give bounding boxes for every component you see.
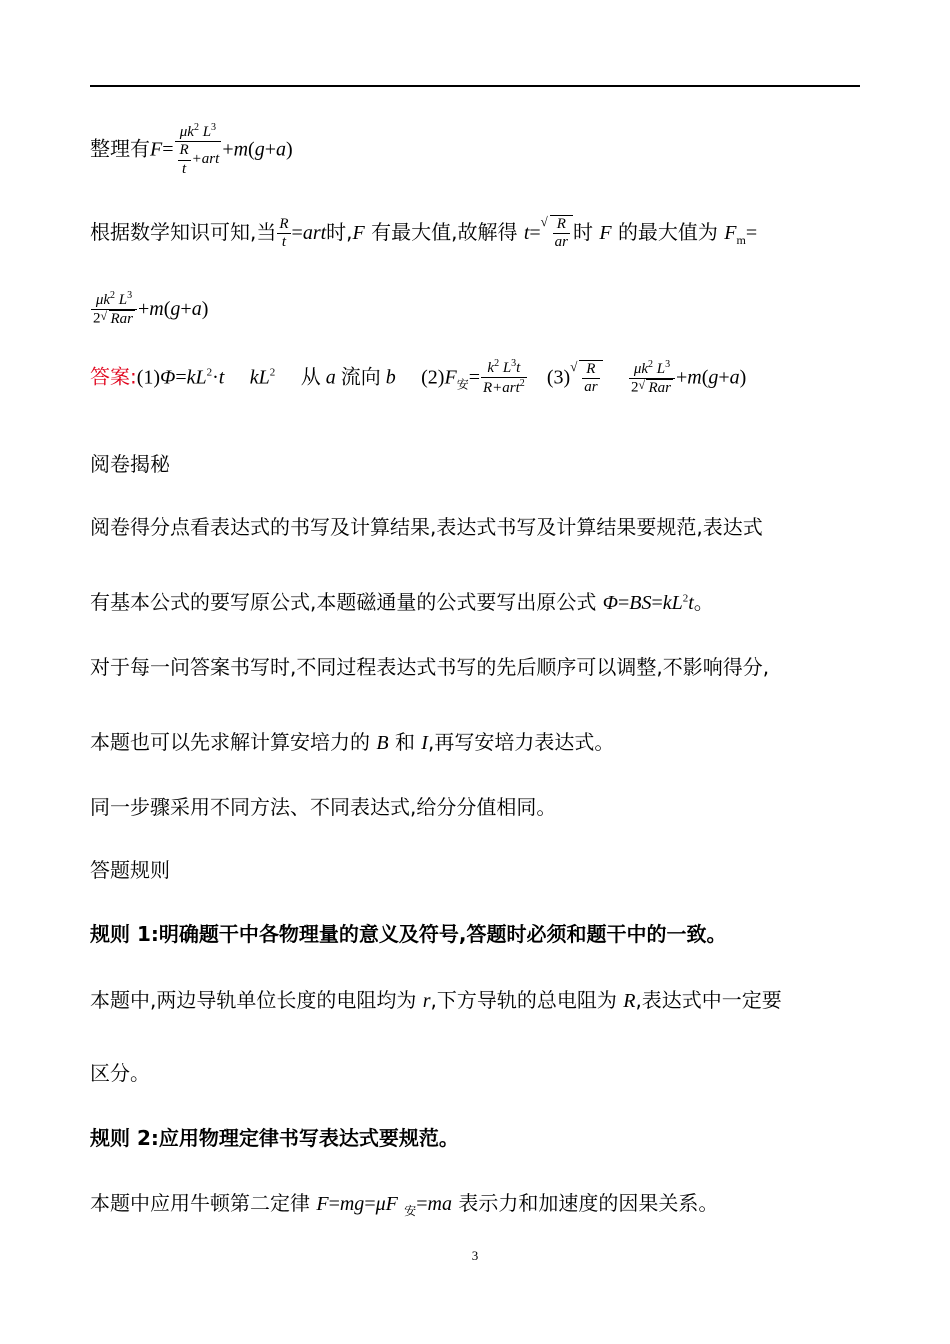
- math-symbol: +: [222, 138, 234, 161]
- answer-label: 答案:: [90, 364, 137, 389]
- math-symbol: =: [162, 138, 174, 161]
- rule-2-title: 规则 2:应用物理定律书写表达式要规范。: [90, 1126, 459, 1150]
- paragraph-text: 时,: [326, 219, 353, 244]
- math-symbol: F: [150, 138, 163, 161]
- fraction: $\frac{k^2 L^3t}{R+art^2}$: [482, 358, 525, 397]
- equation-line-1: 整理有F= $\mu k^2$ $L^3$ $\frac{R}{t}$ +art +m(g+a): [90, 122, 293, 177]
- answer-line: 答案$:(1)\Phi=kL^2\cdot t$ $kL^2$ 从 a 流向 b $(2)F_安=$ $\frac{k^2 L^3t}{R+art^2}$ (3) √ $\frac{R}{ar}$ $\mu k^2$ $L^3$ 2 √ Rar +m(g+a): [90, 358, 747, 397]
- paragraph-text: 表示力和加速度的因果关系。: [458, 1191, 719, 1215]
- paragraph-line: 本题也可以先求解计算安培力的 B 和 I,再写安培力表达式。: [90, 730, 615, 754]
- fraction: $\frac{R}{t}$: [279, 215, 289, 250]
- header-rule: [90, 85, 860, 87]
- math-symbol: m: [233, 138, 249, 161]
- paragraph-line: 对于每一问答案书写时,不同过程表达式书写的先后顺序可以调整,不影响得分,: [90, 655, 770, 679]
- paragraph-text: 本题也可以先求解计算安培力的: [90, 730, 370, 754]
- paragraph-line: 有基本公式的要写原公式,本题磁通量的公式要写出原公式 $\Phi=BS=kL^2t$。: [90, 590, 714, 614]
- paragraph-line: 本题中应用牛顿第二定律 F=mg=μF $_安$=ma 表示力和加速度的因果关系。: [90, 1191, 719, 1218]
- paragraph-line: 同一步骤采用不同方法、不同表达式,给分分值相同。: [90, 795, 557, 819]
- paragraph-text: 本题中应用牛顿第二定律: [90, 1191, 310, 1215]
- paragraph-text: 流向: [340, 364, 381, 389]
- equation-line-3: $\mu k^2$ $L^3$ 2 √ Rar +m(g+a): [93, 290, 209, 328]
- paragraph-text: ,下方导轨的总电阻为: [430, 988, 617, 1012]
- paragraph-text: 有最大值,故解得: [371, 219, 518, 244]
- paragraph-text: 根据数学知识可知,当: [90, 219, 277, 244]
- paragraph-line: 本题中,两边导轨单位长度的电阻均为 r,下方导轨的总电阻为 R,表达式中一定要: [90, 988, 782, 1012]
- fraction: $\mu k^2$ $L^3$ $\frac{R}{t}$ +art: [175, 122, 222, 178]
- square-root: √ $\frac{R}{ar}$: [570, 360, 602, 397]
- fraction: $\mu k^2$ $L^3$ 2 √ Rar: [91, 290, 137, 329]
- rule-1-title: 规则 1:明确题干中各物理量的意义及符号,答题时必须和题干中的一致。: [90, 922, 727, 946]
- paragraph-text: 从: [300, 364, 321, 389]
- paragraph-line: 阅卷得分点看表达式的书写及计算结果,表达式书写及计算结果要规范,表达式: [90, 515, 763, 539]
- paragraph-line-2: 根据数学知识可知,当 $\frac{R}{t}$ =art时,F 有最大值,故解得 t= √ $\frac{R}{ar}$ 时 F 的最大值为 $F_m=$: [90, 214, 758, 251]
- paragraph-text: 的最大值为: [617, 219, 718, 244]
- section-heading: 阅卷揭秘: [90, 452, 170, 476]
- paragraph-text: ,再写安培力表达式。: [427, 730, 615, 754]
- subscript-an: 安: [456, 377, 469, 392]
- paragraph-text: 整理有: [90, 136, 150, 161]
- paragraph-text: 本题中,两边导轨单位长度的电阻均为: [90, 988, 417, 1012]
- paragraph-text: ,表达式中一定要: [635, 988, 782, 1012]
- page-number: 3: [471, 1248, 479, 1263]
- paragraph-text: 时: [573, 219, 593, 244]
- paragraph-text: 有基本公式的要写原公式,本题磁通量的公式要写出原公式: [90, 590, 597, 614]
- paragraph-text: 和: [394, 730, 415, 754]
- subscript-an: 安: [404, 1204, 417, 1218]
- square-root: √ $\frac{R}{ar}$: [541, 215, 573, 252]
- section-heading: 答题规则: [90, 858, 170, 882]
- fraction: $\mu k^2$ $L^3$ 2 √ Rar: [629, 359, 675, 398]
- paragraph-line: 区分。: [90, 1061, 150, 1085]
